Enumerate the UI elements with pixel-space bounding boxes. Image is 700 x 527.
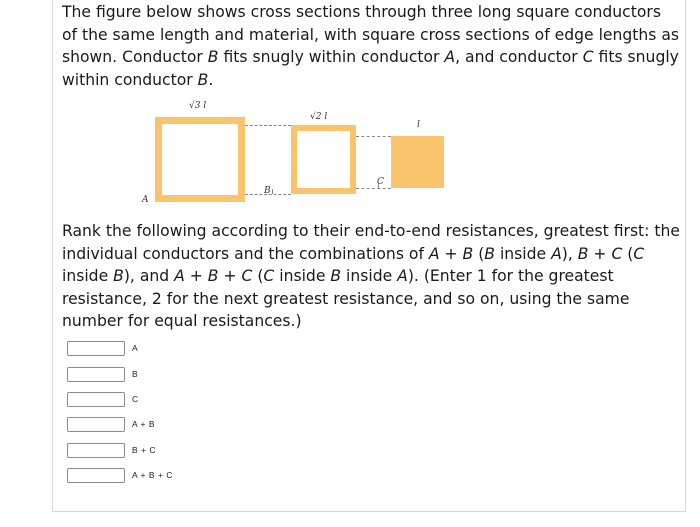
question-instructions: Rank the following according to their end-to-end resistances, greatest first: the individual conductors and the combinations of A + B (B inside A), B + C (C inside B), and A + B + C (C inside B inside A). (Enter 1 for the greatest resistance, 2 for the next greatest resistance, and so on, using the same number for equal resistances.) (62, 222, 680, 330)
answer-row-c (67, 391, 139, 407)
answer-label-a-plus-b-plus-c: A + B + C (132, 470, 173, 480)
conductor-c-label: C (377, 177, 384, 187)
guide-line (356, 136, 391, 137)
answer-label-a: A (132, 343, 139, 353)
conductor-b-cross-section (291, 125, 356, 194)
conductor-a-cross-section (155, 117, 245, 202)
rank-input-b-plus-c[interactable] (67, 443, 125, 458)
rank-input-c[interactable] (67, 392, 125, 407)
guide-line (245, 125, 291, 126)
answer-label-a-plus-b: A + B (132, 419, 156, 429)
conductor-b-label: B (264, 186, 271, 196)
answer-label-b-plus-c: B + C (132, 445, 156, 455)
answer-row-b (67, 366, 138, 382)
question-intro: The figure below shows cross sections through three long square conductors of the same length and material, with square cross sections of edge lengths as shown. Conductor B fits snugly within conductor A, and conductor C fits snugly within conductor B. (62, 3, 680, 89)
answer-label-b: B (132, 369, 139, 379)
rank-input-a-plus-b[interactable] (67, 417, 125, 432)
rank-input-b[interactable] (67, 367, 125, 382)
edge-length-label-b: √2 l (310, 112, 328, 122)
rank-input-a-plus-b-plus-c[interactable] (67, 468, 125, 483)
answer-row-a (67, 340, 138, 356)
guide-line (272, 189, 273, 194)
edge-length-label-a: √3 l (189, 101, 207, 111)
answer-label-c: C (132, 394, 139, 404)
edge-length-label-c: l (417, 120, 420, 130)
answer-row-b-plus-c (67, 442, 156, 458)
guide-line (356, 188, 391, 189)
conductor-c-cross-section (391, 136, 444, 188)
answer-row-a-plus-b (67, 416, 155, 432)
answer-row-a-plus-b-plus-c (67, 467, 173, 483)
rank-input-a[interactable] (67, 341, 125, 356)
conductor-a-label: A (142, 195, 149, 205)
